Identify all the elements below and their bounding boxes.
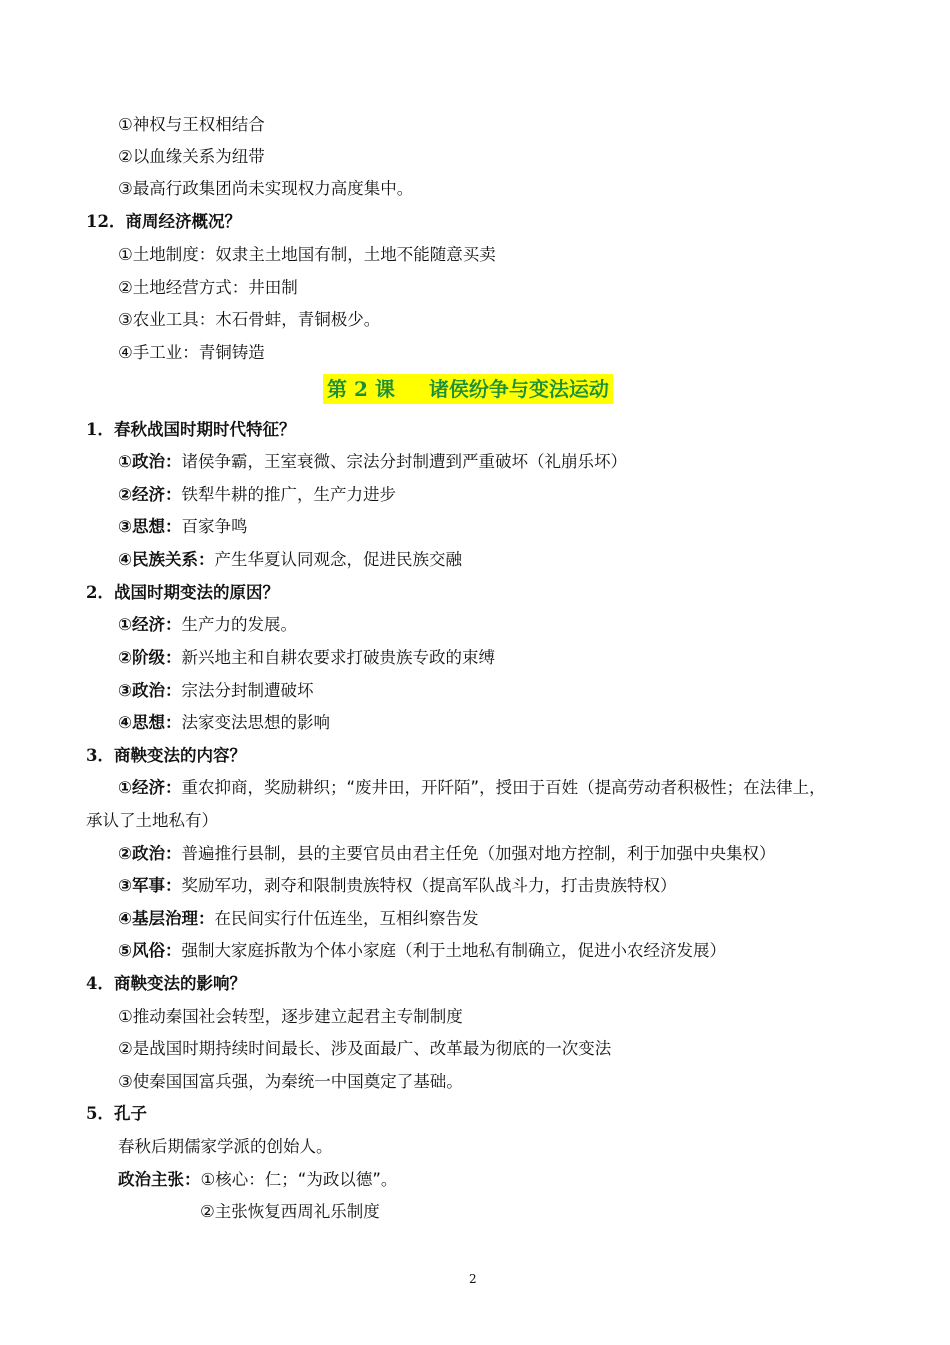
list-item: ②是战国时期持续时间最长、涉及面最广、改革最为彻底的一次变法 (118, 1039, 612, 1058)
list-item: ②土地经营方式：井田制 (118, 278, 298, 297)
lesson-title: 诸侯纷争与变法运动 (428, 377, 609, 401)
item-text: 奖励军功，剥夺和限制贵族特权（提高军队战斗力，打击贵族特权） (181, 876, 677, 895)
list-item (118, 516, 247, 538)
item-label: ④民族关系： (118, 550, 215, 569)
list-item (118, 875, 676, 897)
list-item (118, 940, 726, 962)
item-label: ④基层治理： (118, 909, 215, 928)
page-number: 2 (469, 1272, 477, 1286)
item-label: 政治主张： (118, 1170, 201, 1189)
list-item: ①推动秦国社会转型，逐步建立起君主专制制度 (118, 1007, 463, 1026)
item-text: ①核心：仁；“为政以德”。 (200, 1170, 398, 1189)
item-text: 强制大家庭拆散为个体小家庭（利于土地私有制确立，促进小农经济发展） (181, 941, 726, 960)
item-label: ③思想： (118, 517, 182, 536)
list-item: ①神权与王权相结合 (118, 115, 265, 134)
list-item (118, 712, 330, 734)
list-item (118, 908, 478, 930)
item-label: ①政治： (118, 452, 182, 471)
paragraph: 春秋后期儒家学派的创始人。 (118, 1137, 333, 1156)
item-text: 在民间实行什伍连坐，互相纠察告发 (214, 909, 479, 928)
question-heading: 2．战国时期变法的原因？ (86, 583, 279, 602)
list-item (118, 614, 297, 636)
item-label: ②经济： (118, 485, 182, 504)
item-label: ③军事： (118, 876, 182, 895)
list-item: ④手工业：青铜铸造 (118, 343, 265, 362)
item-text: 产生华夏认同观念，促进民族交融 (214, 550, 462, 569)
item-text: 法家变法思想的影响 (181, 713, 330, 732)
item-text: 宗法分封制遭破坏 (181, 681, 314, 700)
item-label: ④思想： (118, 713, 182, 732)
list-item (118, 777, 826, 799)
list-item: ②以血缘关系为纽带 (118, 147, 265, 166)
question-heading: 5．孔子 (86, 1104, 147, 1123)
item-label: ①经济： (118, 615, 182, 634)
item-text: 生产力的发展。 (181, 615, 297, 634)
list-item (118, 680, 313, 702)
item-label: ③政治： (118, 681, 182, 700)
list-item (118, 484, 396, 506)
lesson-title-banner (323, 374, 613, 404)
item-text: 新兴地主和自耕农要求打破贵族专政的束缚 (181, 648, 495, 667)
list-item (118, 1169, 397, 1191)
question-heading: 3．商鞅变法的内容？ (86, 746, 246, 765)
list-item: ③使秦国国富兵强，为秦统一中国奠定了基础。 (118, 1072, 463, 1091)
question-heading: 12．商周经济概况？ (86, 212, 241, 231)
item-text: 诸侯争霸，王室衰微、宗法分封制遭到严重破坏（礼崩乐坏） (181, 452, 627, 471)
item-label: ⑤风俗： (118, 941, 182, 960)
list-item (118, 647, 495, 669)
question-heading: 1．春秋战国时期时代特征？ (86, 420, 296, 439)
list-item: ③农业工具：木石骨蚌，青铜极少。 (118, 310, 381, 329)
item-text: 百家争鸣 (181, 517, 248, 536)
item-text: 铁犁牛耕的推广，生产力进步 (181, 485, 396, 504)
item-label: ②阶级： (118, 648, 182, 667)
question-heading: 4．商鞅变法的影响？ (86, 974, 246, 993)
list-item: ③最高行政集团尚未实现权力高度集中。 (118, 179, 414, 198)
list-item (118, 451, 627, 473)
item-text: 普遍推行县制，县的主要官员由君主任免（加强对地方控制，利于加强中央集权） (181, 844, 776, 863)
item-label: ②政治： (118, 844, 182, 863)
list-item (118, 843, 775, 865)
item-label: ①经济： (118, 778, 182, 797)
list-item: ②主张恢复西周礼乐制度 (200, 1202, 380, 1221)
lesson-number: 第 2 课 (327, 377, 395, 401)
item-text: 重农抑商，奖励耕织；“废井田，开阡陌”，授田于百姓（提高劳动者积极性；在法律上， (181, 778, 826, 797)
list-item: ①土地制度：奴隶主土地国有制，土地不能随意买卖 (118, 245, 496, 264)
list-item (118, 549, 462, 571)
list-item-continuation: 承认了土地私有） (86, 811, 218, 830)
